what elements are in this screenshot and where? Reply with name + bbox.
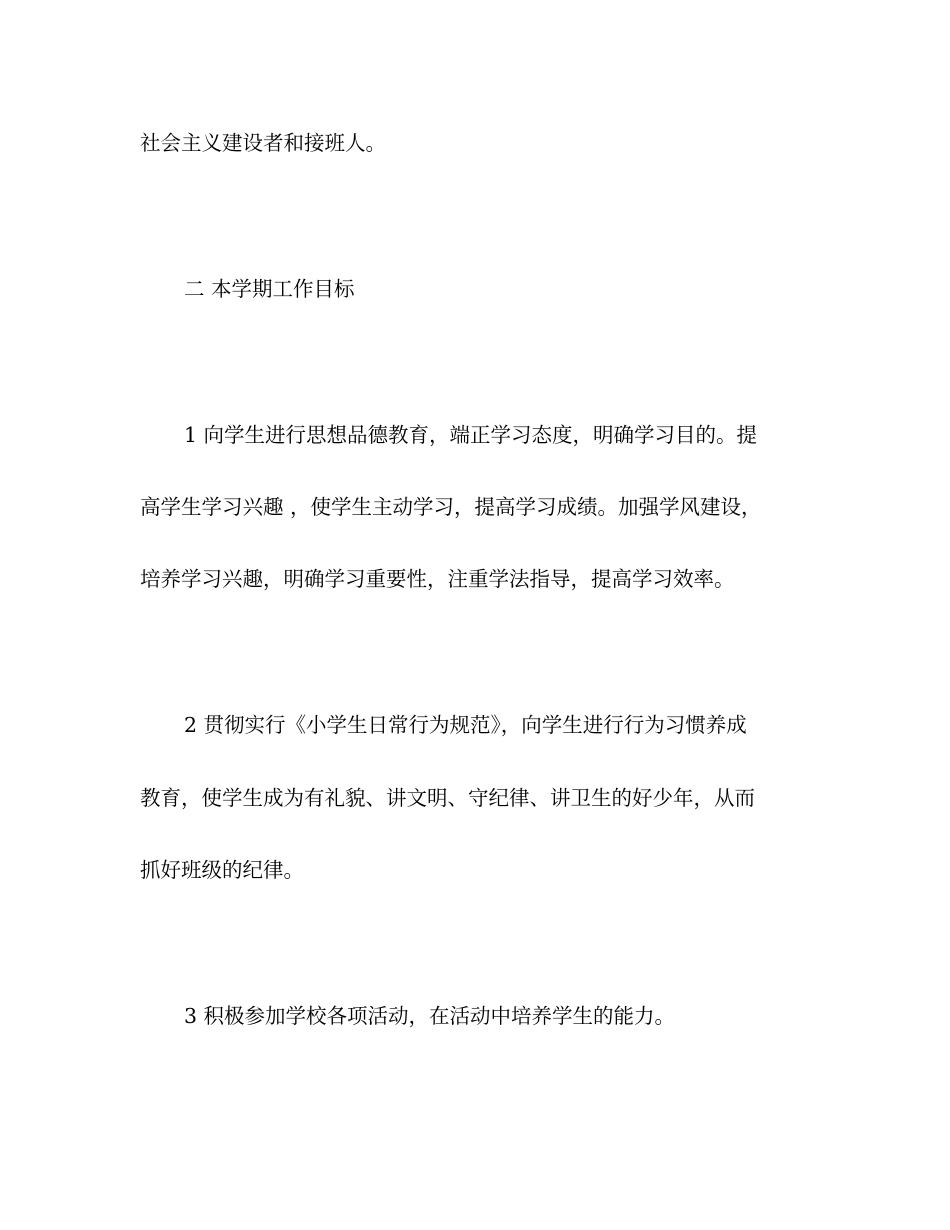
paragraph-line: 社会主义建设者和接班人。 [140,131,386,155]
paragraph-line: 3 积极参加学校各项活动，在活动中培养学生的能力。 [184,1004,676,1028]
paragraph-line: 培养学习兴趣，明确学习重要性，注重学法指导，提高学习效率。 [140,567,735,591]
paragraph-line: 2 贯彻实行《小学生日常行为规范》，向学生进行行为习惯养成 [184,713,747,737]
paragraph-line: 高学生学习兴趣 ，使学生主动学习，提高学习成绩。加强学风建设， [140,495,762,519]
paragraph-line: 抓好班级的纪律。 [140,858,304,882]
section-heading: 二 本学期工作目标 [184,277,355,301]
paragraph-line: 1 向学生进行思想品德教育，端正学习态度，明确学习目的。提 [184,423,758,447]
paragraph-line: 教育，使学生成为有礼貌、讲文明、守纪律、讲卫生的好少年，从而 [140,786,755,810]
